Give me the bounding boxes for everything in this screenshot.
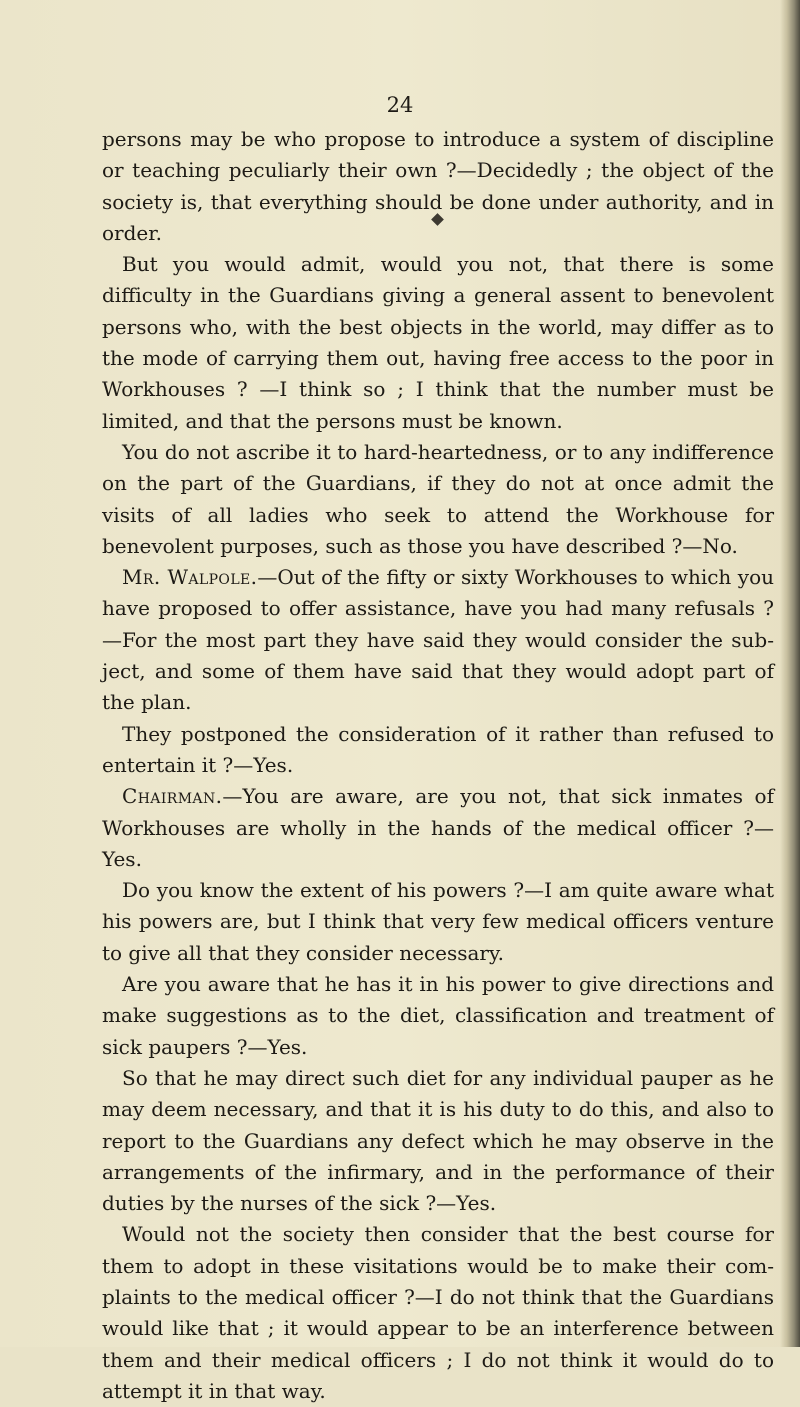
paragraph-text: —You are aware, are you not, that sick inmates of Workhouses are wholly in the hands of the medical officer ?— Yes. — [102, 784, 774, 871]
speaker-name: Mr. Walpole. — [122, 565, 258, 590]
paragraph-text: —Out of the fifty or sixty Workhouses to which you have proposed to offer assistance, have you had many refusals ? —For the most part they have said they would consider the sub- ject, and some of them have said that they would adopt part of the plan. — [102, 565, 774, 715]
paragraph — [102, 719, 774, 782]
speaker-name: Chairman. — [122, 784, 223, 809]
paragraph-text: Would not the society then consider that the best course for them to adopt in these visitations would be to make their com- plaints to the medical officer ?—I do not think that the Guardians would like that ; it would appear to be an interference between them and their medical officers ; I do not think it would do to attempt it in that way. — [102, 1222, 774, 1403]
body-text — [102, 124, 774, 1407]
paragraph — [102, 249, 774, 437]
paragraph-text: persons may be who propose to introduce a system of discipline or teaching peculiarly their own ?—Decidedly ; the object of the society is, that everything should be done under authority, and in order. — [102, 127, 774, 245]
paragraph-text: Do you know the extent of his powers ?—I am quite aware what his powers are, but I think that very few medical officers venture to give all that they consider necessary. — [102, 878, 774, 965]
paragraph-text: So that he may direct such diet for any individual pauper as he may deem necessary, and that it is his duty to do this, and also to report to the Guardians any defect which he may observe in the arrangements of the infirmary, and in the performance of their duties by the nurses of the sick ?—Yes. — [102, 1065, 774, 1216]
paragraph — [102, 562, 774, 718]
paragraph-text: Are you aware that he has it in his power to give directions and make suggestions as to the diet, classification and treatment of sick paupers ?—Yes. — [102, 972, 774, 1059]
paragraph — [102, 1219, 774, 1407]
paragraph — [102, 781, 774, 875]
paragraph — [102, 875, 774, 969]
paragraph-text: They postponed the consideration of it rather than refused to entertain it ?—Yes. — [102, 721, 774, 777]
paragraph-text: But you would admit, would you not, that there is some difficulty in the Guardians giving a general assent to benevolent persons who, with the best objects in the world, may differ as to the mode of carrying them out, having free access to the poor in Workhouses ? —I think so ; I think that the number must be limited, and that the persons must be known. — [102, 252, 774, 433]
paragraph-text: You do not ascribe it to hard-heartedness, or to any indifference on the part of the Guardians, if they do not at once admit the visits of all ladies who seek to attend the Workhouse for benevolent purposes, such as those you have described ?—No. — [102, 439, 774, 558]
page-number: 24 — [386, 93, 414, 117]
page-edge-shadow — [780, 0, 800, 1347]
paragraph — [102, 1063, 774, 1219]
paragraph — [102, 437, 774, 562]
paragraph — [102, 124, 774, 249]
paragraph — [102, 969, 774, 1063]
